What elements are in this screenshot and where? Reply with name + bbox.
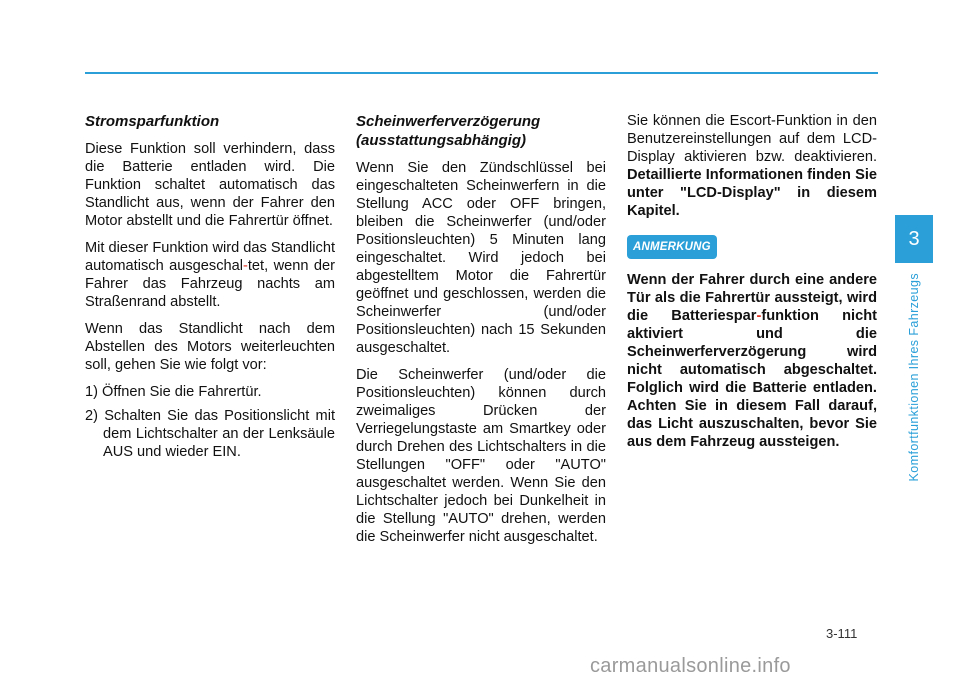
hyphen: - <box>756 308 762 324</box>
chapter-tab: 3 <box>895 215 933 263</box>
page-number: 3-111 <box>826 626 858 641</box>
paragraph: Diese Funktion soll verhindern, dass die Batterie entladen wird. Die Funktion schaltet automatisch das Standlicht aus, wenn der Fahrer den Motor abstellt und die Fahrertür öffnet. <box>85 141 335 229</box>
heading-headlight-delay: Scheinwerferverzögerung (ausstattungsabhängig) <box>356 113 541 149</box>
paragraph: Sie können die Escort-Funktion in den Benutzereinstellungen auf dem LCD-Display aktivieren bzw. deaktivieren. Detaillierte Informationen finden Sie unter "LCD-Display" in diesem Kapitel. <box>627 113 877 219</box>
column-headlight-delay <box>356 112 606 555</box>
chapter-label: Komfortfunktionen Ihres Fahrzeugs <box>907 272 921 482</box>
paragraph: Mit dieser Funktion wird das Standlicht automatisch ausgeschal-tet, wenn der Fahrer das Fahrzeug nachts am Straßenrand abstellt. <box>85 240 335 310</box>
column-battery-saver <box>85 112 335 467</box>
paragraph: Wenn das Standlicht nach dem Abstellen des Motors weiterleuchten soll, gehen Sie wie folgt vor: <box>85 321 335 373</box>
note-text: Wenn der Fahrer durch eine andere Tür als die Fahrertür aussteigt, wird die Batteriespar-funktion nicht aktiviert und die Scheinwerferverzögerung wird nicht automatisch abgeschaltet. Folglich wird die Batterie entladen. Achten Sie in diesem Fall darauf, das Licht auszuschalten, bevor Sie aus dem Fahrzeug aussteigen. <box>627 272 877 450</box>
watermark: carmanualsonline.info <box>590 655 791 677</box>
paragraph: Die Scheinwerfer (und/oder die Positionsleuchten) können durch zweimaliges Drücken der Verriegelungstaste am Smartkey oder durch Drehen des Lichtschalters in die Stellungen "OFF" oder "AUTO" ausgeschaltet werden. Wenn Sie den Lichtschalter jedoch bei Dunkelheit in die Stellung "AUTO" drehen, werden die Scheinwerfer nicht ausgeschaltet. <box>356 367 606 545</box>
column-escort-note <box>627 112 877 460</box>
heading-battery-saver: Stromsparfunktion <box>85 113 220 130</box>
hyphen: - <box>242 258 248 274</box>
list-item: 2) Schalten Sie das Positionslicht mit dem Lichtschalter an der Lenksäule AUS und wieder EIN. <box>85 408 335 460</box>
paragraph: Wenn Sie den Zündschlüssel bei eingeschalteten Scheinwerfern in die Stellung ACC oder OFF bringen, bleiben die Scheinwerfer (und/oder Positionsleuchten) 5 Minuten lang eingeschaltet. Wird jedoch bei abgestelltem Motor die Fahrertür geöffnet und geschlossen, werden die Scheinwerfer (und/oder Positionsleuchten) nach 15 Sekunden ausgeschaltet. <box>356 160 606 356</box>
top-rule <box>85 72 878 74</box>
note-badge: ANMERKUNG <box>627 235 717 259</box>
list-item: 1) Öffnen Sie die Fahrertür. <box>85 384 262 400</box>
